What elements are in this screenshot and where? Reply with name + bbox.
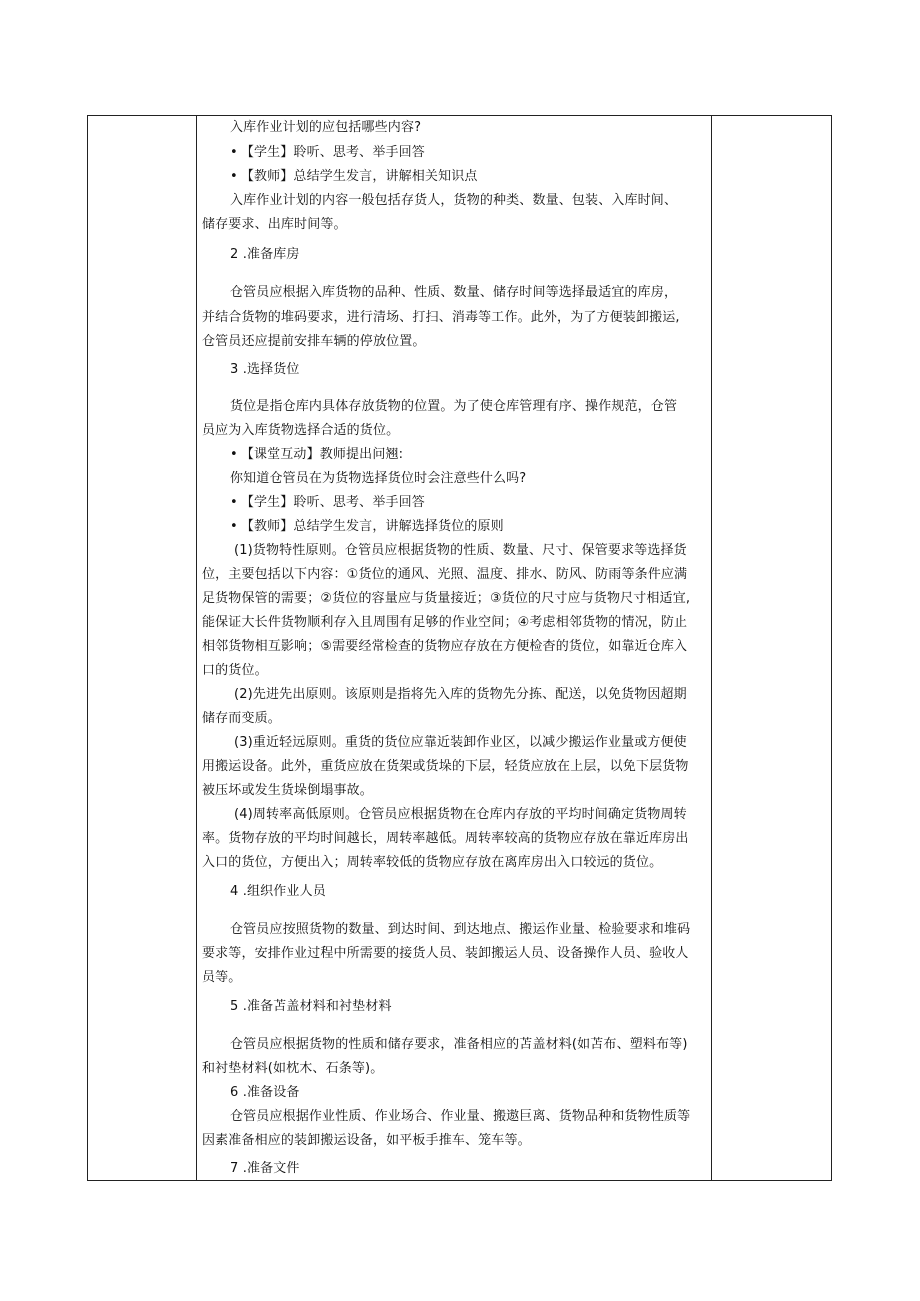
section-heading: 4 .组织作业人员	[230, 884, 326, 899]
paragraph-line: 率。货物存放的平均时间越长，周转率越低。周转率较高的货物应存放在靠近库房出	[202, 831, 689, 846]
paragraph-line: 和衬垫材料(如枕木、石条等)。	[202, 1061, 384, 1076]
paragraph-line: 员应为入库货物选择合适的货位。	[202, 423, 400, 438]
paragraph-line: (3)重近轻远原则。重货的货位应靠近装卸作业区，以减少搬运作业量或方便使	[234, 735, 687, 750]
paragraph-line: 因素准备相应的装卸搬运设备，如平板手推车、笼车等。	[202, 1133, 531, 1148]
paragraph-line: 员等。	[202, 970, 242, 985]
bullet-item: • 【课堂互动】教师提出问翘:	[230, 447, 403, 462]
paragraph-line: 相邻货物相互影响；⑤需要经常检查的货物应存放在方便检杳的货位，如靠近仓库入	[202, 639, 688, 654]
paragraph-line: 足货物保管的需要；②货位的容量应与货量接近；③货位的尺寸应与货物尺寸相适宜,	[202, 591, 691, 606]
paragraph-line: 储存而变质。	[202, 711, 281, 726]
paragraph-line: 仓管员还应提前安排车辆的停放位置。	[202, 334, 426, 349]
paragraph-line: 被压坏或发生货垛倒塌事故。	[202, 783, 373, 798]
paragraph-line: (1)货物特性原则。仓管员应根据货物的性质、数量、尺寸、保管要求等选择货	[234, 543, 687, 558]
lesson-plan-table	[87, 115, 832, 1181]
bullet-item: • 【学生】聆听、思考、举手回答	[230, 145, 425, 160]
paragraph-line: (2)先进先出原则。该原则是指将先入库的货物先分拣、配送，以免货物因超期	[234, 687, 687, 702]
paragraph-line: 仓管员应按照货物的数量、到达时间、到达地点、搬运作业量、检验要求和堆码	[230, 922, 691, 937]
paragraph-line: 位，主要包括以下内容：①货位的通风、光照、温度、排水、防风、防雨等条件应满	[202, 567, 688, 582]
column-divider-left	[196, 116, 197, 1180]
paragraph-line: 用搬运设备。此外，重货应放在货架或货垛的下层，轻货应放在上层，以免下层货物	[202, 759, 689, 774]
column-divider-right	[711, 116, 712, 1180]
paragraph-line: 储存要求、出库时间等。	[202, 217, 347, 232]
section-heading: 3 .选择货位	[230, 362, 300, 377]
paragraph-line: 能保证大长件货物顺利存入且周围有足够的作业空间；④考虑相邻货物的情况，防止	[202, 615, 688, 630]
paragraph-line: 仓管员应根据作业性质、作业场合、作业量、搬遨巨离、货物品种和货物性质等	[230, 1109, 691, 1124]
paragraph-line: 口的货位。	[202, 663, 268, 678]
section-heading: 5 .准备苫盖材料和衬垫材料	[230, 999, 392, 1014]
paragraph-line: (4)周转率高低原则。仓管员应根据货物在仓库内存放的平均时间确定货物周转	[234, 807, 687, 822]
bullet-item: • 【教师】总结学生发言，讲解相关知识点	[230, 169, 478, 184]
paragraph-line: 仓管员应根据货物的性质和储存要求，准备相应的苫盖材料(如苫布、塑料布等)	[230, 1037, 688, 1052]
paragraph-line: 入口的货位，方便出入；周转率较低的货物应存放在离库房出入口较远的货位。	[202, 855, 663, 870]
paragraph-line: 仓管员应根据入库货物的品种、性质、数量、储存时间等选择最适宜的库房，	[230, 285, 678, 300]
paragraph-line: 入库作业计划的内容一般包括存货人，货物的种类、数量、包装、入库时间、	[230, 193, 678, 208]
section-heading: 2 .准备库房	[230, 247, 300, 262]
question-text: 入库作业计划的应包括哪些内容?	[230, 120, 422, 135]
section-heading: 6 .准备设备	[230, 1085, 300, 1100]
paragraph-line: 货位是指仓库内具体存放货物的位置。为了使仓库管理有序、操作规范，仓管	[230, 399, 678, 414]
question-text: 你知道仓管员在为货物选择货位时会注意些什么吗?	[230, 471, 527, 486]
paragraph-line: 要求等，安排作业过程中所需要的接货人员、装卸搬运人员、设备操作人员、验收人	[202, 946, 689, 961]
section-heading: 7 .准备文件	[230, 1161, 300, 1176]
bullet-item: • 【教师】总结学生发言，讲解选择货位的原则	[230, 519, 504, 534]
paragraph-line: 并结合货物的堆码要求，进行清场、打扫、消毒等工作。此外，为了方便装卸搬运,	[202, 310, 680, 325]
bullet-item: • 【学生】聆听、思考、举手回答	[230, 495, 425, 510]
